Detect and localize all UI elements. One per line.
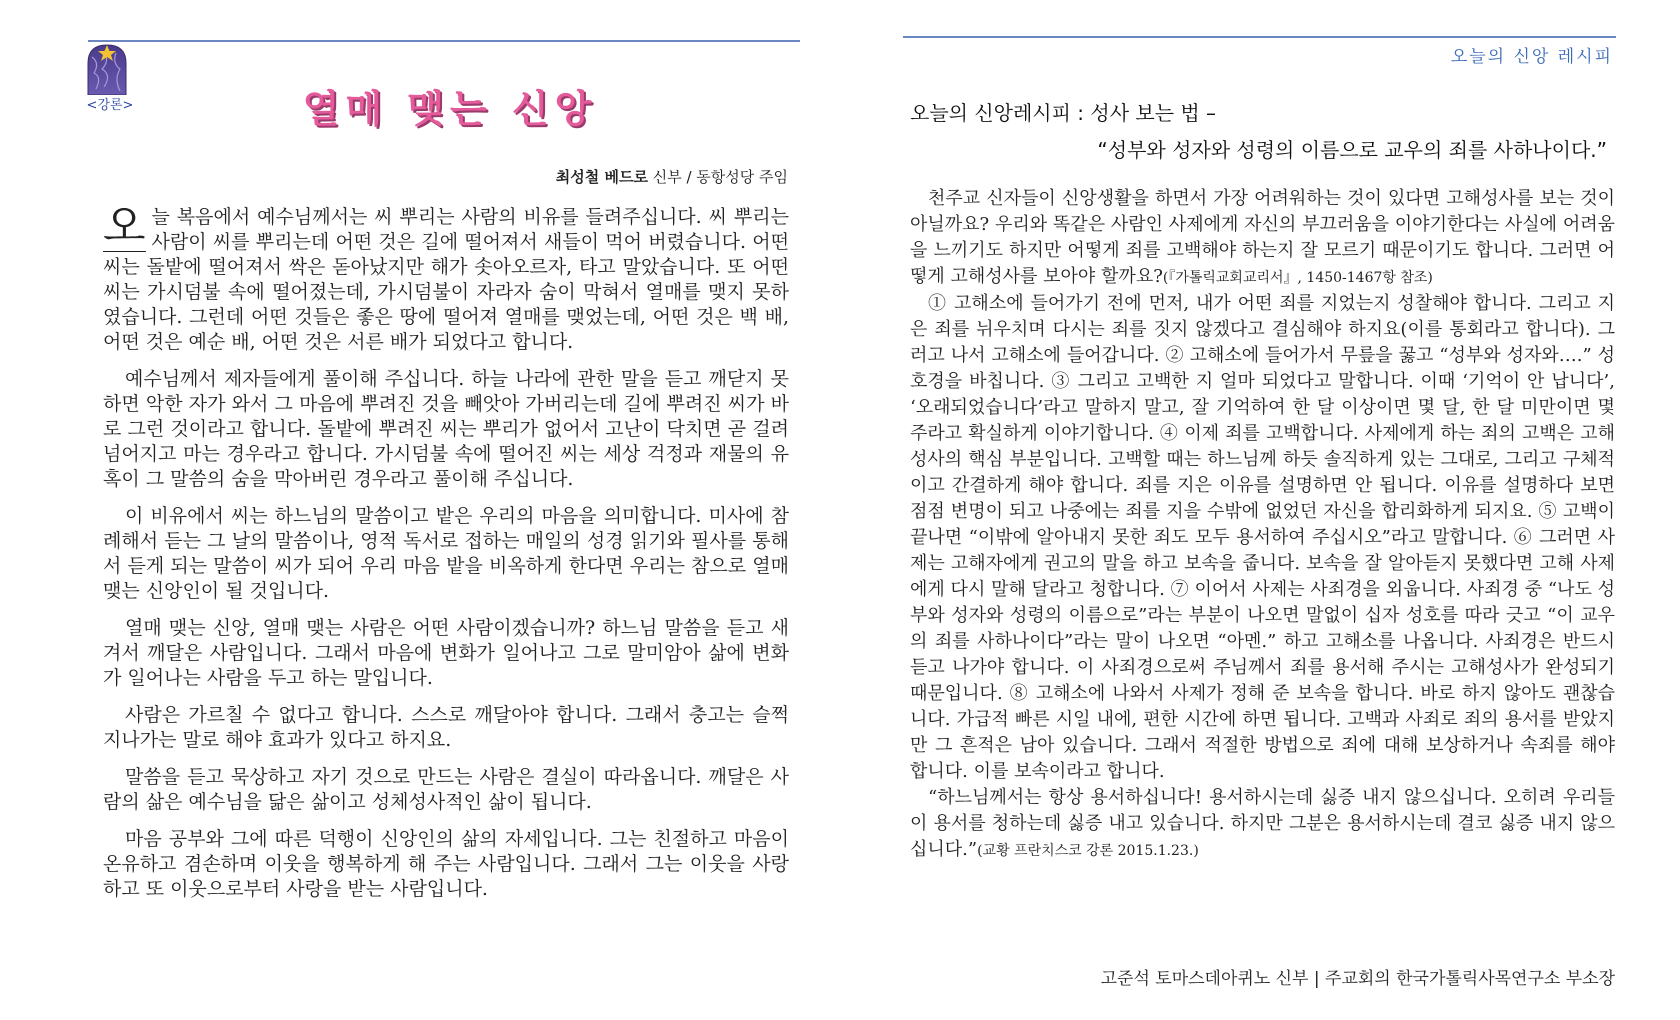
article-title-line-1: 오늘의 신앙레시피 : 성사 보는 법 – xyxy=(910,101,1217,125)
sermon-paragraph-7: 마음 공부와 그에 따른 덕행이 신앙인의 삶의 자세입니다. 그는 친절하고 마음이 온유하고 겸손하며 이웃을 행복하게 해 주는 사람입니다. 그래서 그는 이웃을 사랑하고 또 이웃으로부터 사랑을 받는 사람입니다. xyxy=(103,828,789,900)
drop-cap: 오 xyxy=(103,201,146,252)
sermon-paragraph-6: 말씀을 듣고 묵상하고 자기 것으로 만드는 사람은 결실이 따라옵니다. 깨달은 사람의 삶은 예수님을 닮은 삶이고 성체성사적인 삶이 됩니다. xyxy=(103,766,789,813)
article-body xyxy=(910,186,1615,864)
sermon-paragraph-3: 이 비유에서 씨는 하느님의 말씀이고 밭은 우리의 마음을 의미합니다. 미사에 참례해서 듣는 그 날의 말씀이나, 영적 독서로 접하는 매일의 성경 읽기와 필사를 통해서 듣게 되는 말씀이 씨가 되어 우리 마음 밭을 비옥하게 한다면 우리는 참으로 열매 맺는 신앙인이 될 것입니다. xyxy=(103,505,789,602)
section-header: 오늘의 신앙 레시피 xyxy=(1450,47,1613,67)
right-top-rule xyxy=(903,36,1616,38)
sermon-paragraph-1: 오 늘 복음에서 예수님께서는 씨 뿌리는 사람의 비유를 들려주십니다. 씨 뿌리는 사람이 씨를 뿌리는데 어떤 것은 길에 떨어져서 새들이 먹어 버렸습니다. 어떤 씨는 돌밭에 떨어져서 싹은 돋아났지만 해가 솟아오르자, 타고 말았습니다. 또 어떤 씨는 가시덤불 속에 떨어졌는데, 가시덤불이 자라자 숨이 막혀서 열매를 맺지 못하였습니다. 그런데 어떤 것들은 좋은 땅에 떨어져 열매를 맺었는데, 어떤 것은 백 배, 어떤 것은 예순 배, 어떤 것은 서른 배가 되었다고 합니다. xyxy=(103,201,789,353)
article-paragraph-2: ① 고해소에 들어가기 전에 먼저, 내가 어떤 죄를 지었는지 성찰해야 합니다. 그리고 지은 죄를 뉘우치며 다시는 죄를 짓지 않겠다고 결심해야 하지요(이를 통회라고 합니다). 그러고 나서 고해소에 들어갑니다. ② 고해소에 들어가서 무릎을 꿇고 “성부와 성자와….” 성호경을 바칩니다. ③ 그리고 고백한 지 얼마 되었다고 말합니다. 이때 ‘기억이 안 납니다’, ‘오래되었습니다’라고 말하지 말고, 잘 기억하여 한 달 이상이면 몇 달, 한 달 미만이면 몇 주라고 확실하게 이야기합니다. ④ 이제 죄를 고백합니다. 사제에게 하는 죄의 고백은 고해성사의 핵심 부분입니다. 고백할 때는 하느님께 하듯 솔직하게 있는 그대로, 그리고 구체적이고 간결하게 해야 합니다. 죄를 지은 이유를 설명하면 안 됩니다. 이유를 설명하다 보면 점점 변명이 되고 나중에는 죄를 지을 수밖에 없었던 자신을 합리화하게 되지요. ⑤ 고백이 끝나면 “이밖에 알아내지 못한 죄도 모두 용서하여 주십시오”라고 말합니다. ⑥ 그러면 사제는 고해자에게 권고의 말을 하고 보속을 줍니다. 보속을 잘 알아듣지 못했다면 고해 사제에게 다시 말해 달라고 청합니다. ⑦ 이어서 사제는 사죄경을 외웁니다. 사죄경 중 “나도 성부와 성자와 성령의 이름으로”라는 부분이 나오면 말없이 십자 성호를 따라 긋고 “이 교우의 죄를 사하나이다”라는 말이 나오면 “아멘.” 하고 고해소를 나옵니다. 사죄경은 반드시 듣고 나가야 합니다. 이 사죄경으로써 주님께서 죄를 용서해 주시는 고해성사가 완성되기 때문입니다. ⑧ 고해소에 나와서 사제가 정해 준 보속을 합니다. 바로 하지 않아도 괜찮습니다. 가급적 빠른 시일 내에, 편한 시간에 하면 됩니다. 고백과 사죄로 죄의 용서를 받았지만 그 흔적은 남아 있습니다. 그래서 적절한 방법으로 죄에 대해 보상하거나 속죄를 해야 합니다. 이를 보속이라고 합니다. xyxy=(910,293,1615,782)
left-top-rule xyxy=(88,40,800,42)
article-title xyxy=(910,97,1615,163)
logo-caption: <강론> xyxy=(86,98,134,113)
sermon-paragraph-4: 열매 맺는 신앙, 열매 맺는 사람은 어떤 사람이겠습니까? 하느님 말씀을 듣고 새겨서 깨달은 사람입니다. 그래서 마음에 변화가 일어나고 그로 말미암아 삶에 변화가 일어나는 사람을 두고 하는 말입니다. xyxy=(103,617,789,689)
author-name: 최성철 베드로 xyxy=(555,168,648,186)
catechism-reference: (『가톨릭교회교리서』, 1450-1467항 참조) xyxy=(1162,270,1433,286)
author-role: 신부 / 동항성당 주임 xyxy=(647,168,788,186)
article-title-line-2: “성부와 성자와 성령의 이름으로 교우의 죄를 사하나이다.” xyxy=(1097,138,1607,162)
church-window-logo-icon xyxy=(86,43,128,95)
sermon-paragraph-5: 사람은 가르칠 수 없다고 합니다. 스스로 깨달아야 합니다. 그래서 충고는 슬쩍 지나가는 말로 해야 효과가 있다고 하지요. xyxy=(103,704,789,751)
author-signature: 고준석 토마스데아퀴노 신부 | 주교회의 한국가톨릭사목연구소 부소장 xyxy=(1100,969,1615,989)
article-paragraph-1: 천주교 신자들이 신앙생활을 하면서 가장 어려워하는 것이 있다면 고해성사를 보는 것이 아닐까요? 우리와 똑같은 사람인 사제에게 자신의 부끄러움을 이야기한다는 사실에 어려움을 느끼기도 하지만 어떻게 죄를 고백해야 하는지 잘 모르기 때문이기도 합니다. 그러면 어떻게 고해성사를 보아야 할까요?(『가톨릭교회교리서』, 1450-1467항 참조) xyxy=(910,188,1615,287)
sermon-body xyxy=(103,201,789,914)
sermon-paragraph-2: 예수님께서 제자들에게 풀이해 주십니다. 하늘 나라에 관한 말을 듣고 깨닫지 못하면 악한 자가 와서 그 마음에 뿌려진 것을 빼앗아 가버리는데 길에 뿌려진 씨가 바로 그런 것이라고 합니다. 돌밭에 뿌려진 씨는 뿌리가 없어서 고난이 닥치면 곧 걸려 넘어지고 마는 경우라고 합니다. 가시덤불 속에 떨어진 씨는 세상 걱정과 재물의 유혹이 그 말씀의 숨을 막아버린 경우라고 풀이해 주십니다. xyxy=(103,368,789,490)
page-title: 열매 맺는 신앙 xyxy=(302,87,598,131)
homily-reference: (교황 프란치스코 강론 2015.1.23.) xyxy=(977,843,1199,859)
article-paragraph-3: “하느님께서는 항상 용서하십니다! 용서하시는데 싫증 내지 않으십니다. 오히려 우리들이 용서를 청하는데 싫증 내고 있습니다. 하지만 그분은 용서하시는데 결코 싫증 내지 않으십니다.”(교황 프란치스코 강론 2015.1.23.) xyxy=(910,787,1615,860)
author-byline xyxy=(400,166,788,187)
